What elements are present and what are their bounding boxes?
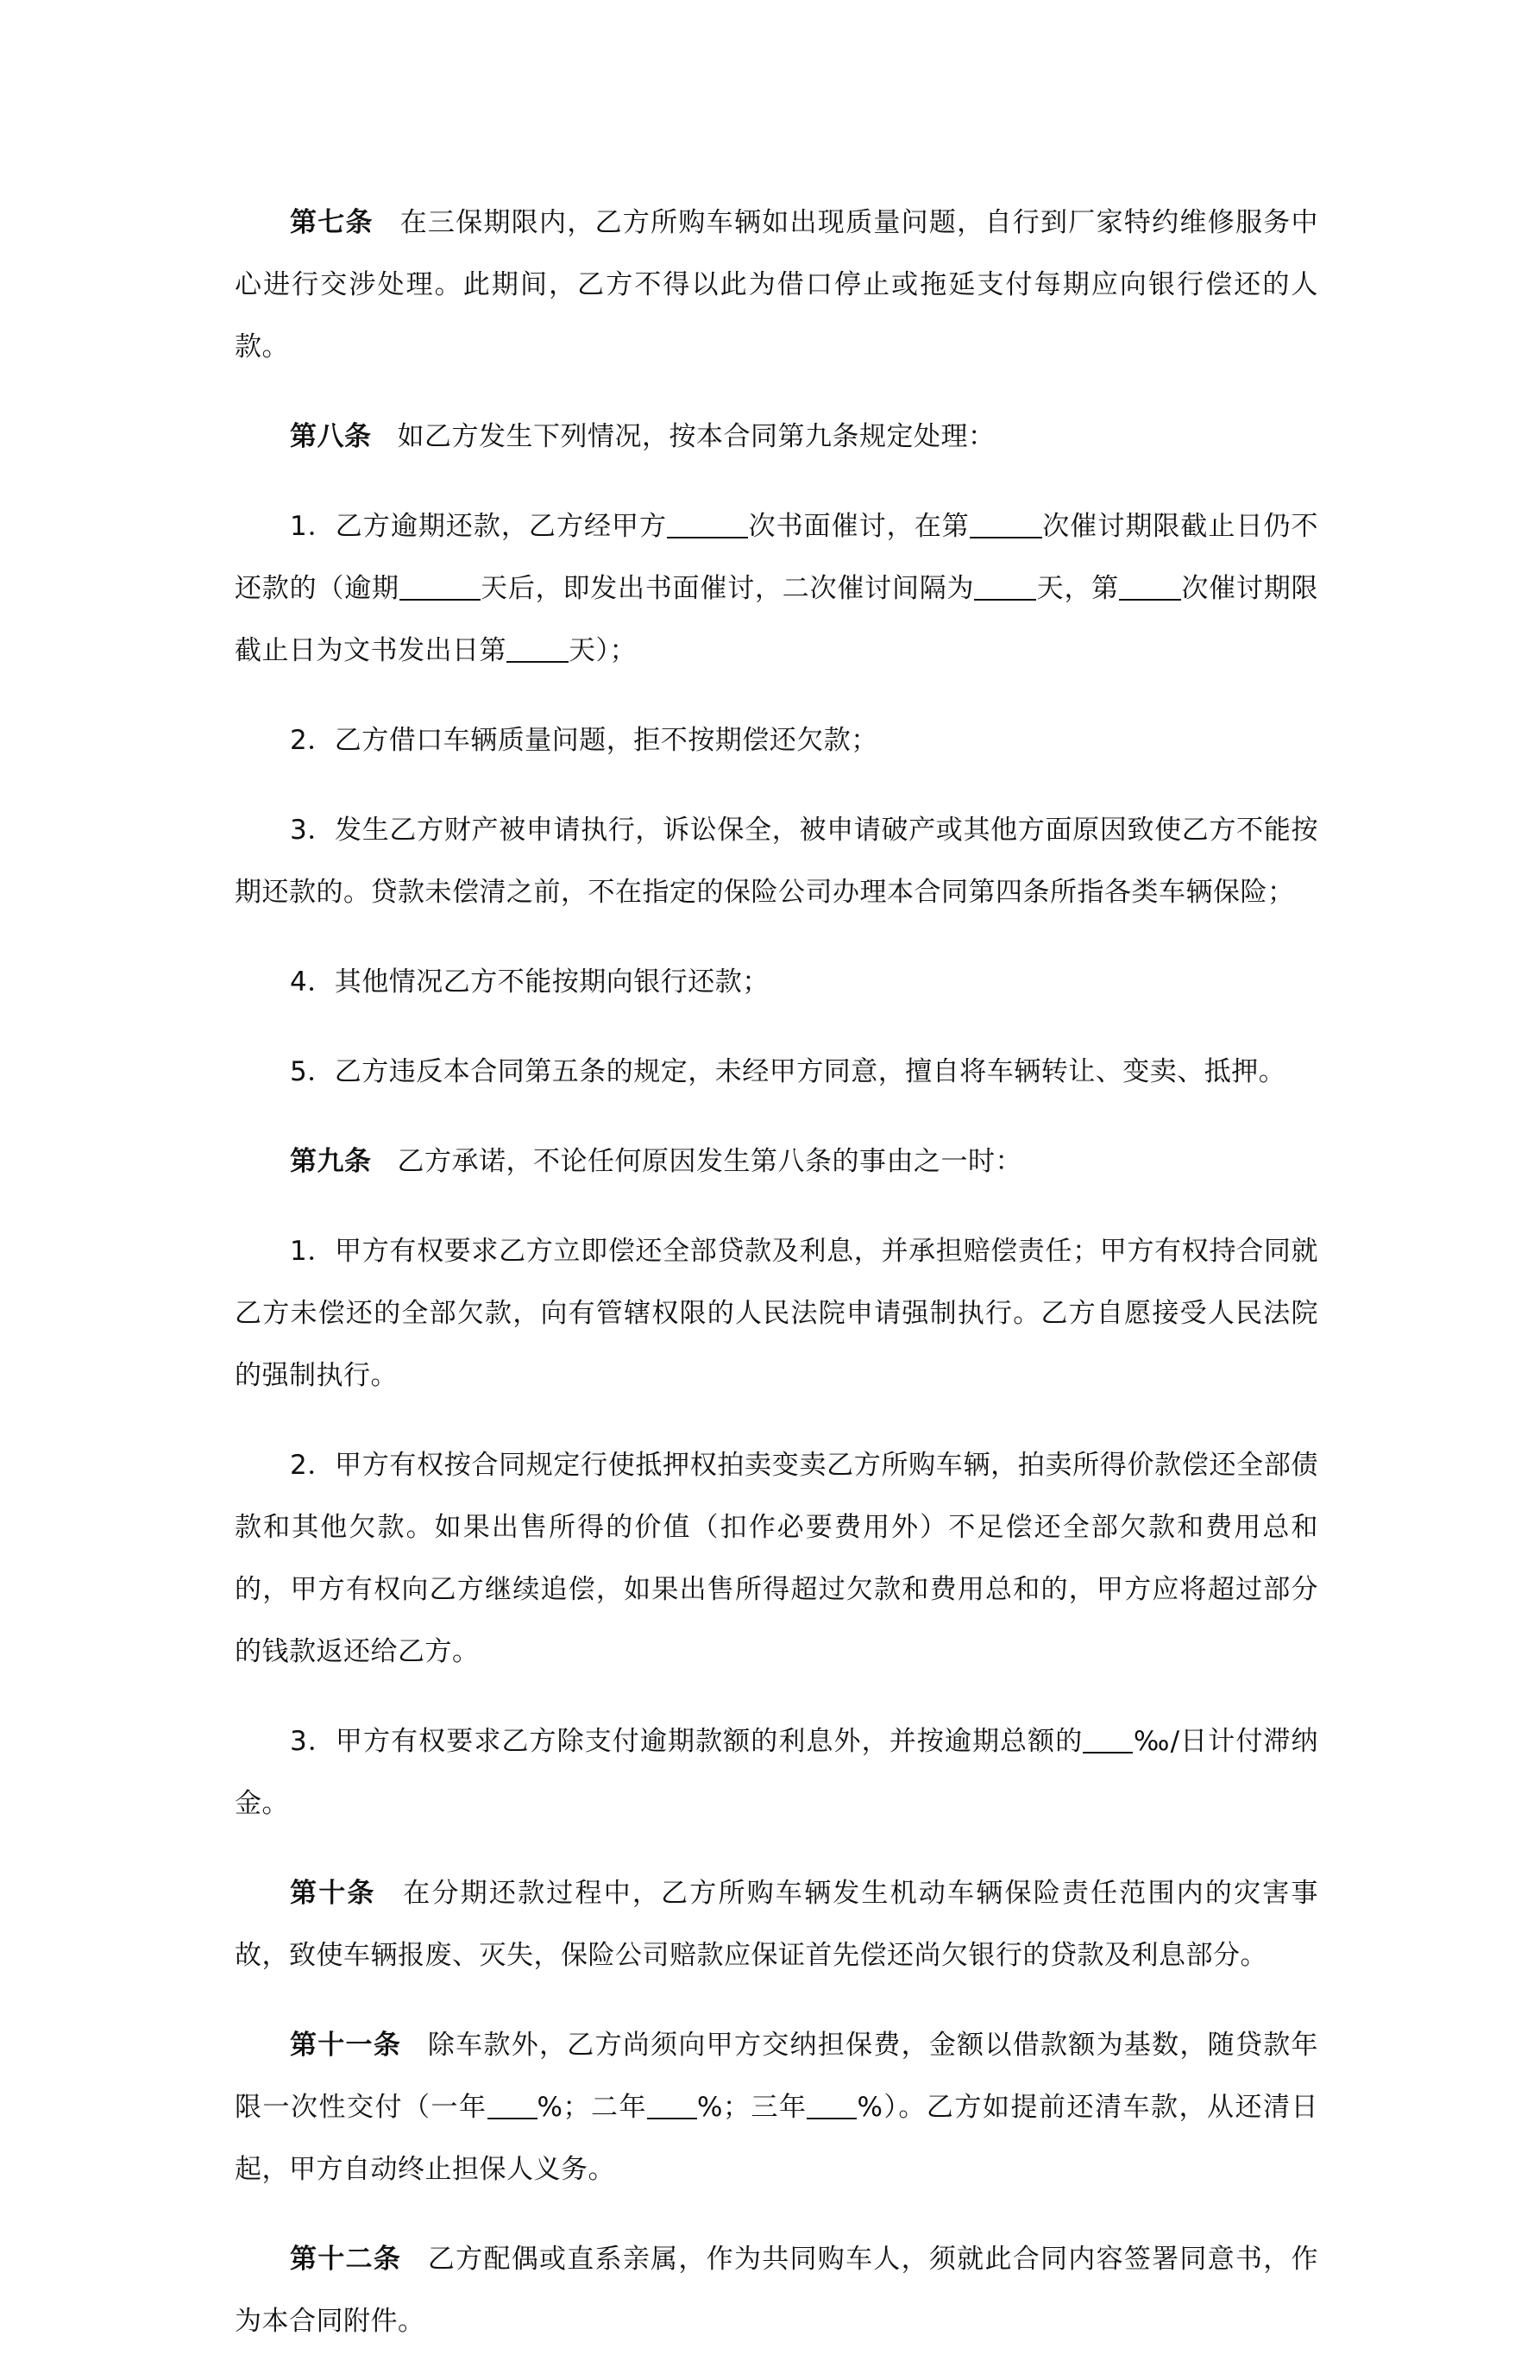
article-11 (235, 2014, 1318, 2201)
blank-line (506, 634, 569, 663)
article-7-label: 第七条 (290, 207, 374, 238)
article-11-text: %）。乙方如提前还清车款，从还清日起，甲方自动终止担保人义务。 (235, 2092, 1318, 2185)
item-text: 次催讨期限截止日为文书发出日第 (235, 573, 1319, 666)
item-text: 天，第 (1036, 573, 1120, 604)
item-text: 次书面催讨，在第 (748, 511, 970, 542)
blank-line (974, 572, 1036, 601)
article-8-item-4: 4．其他情况乙方不能按期向银行还款； (290, 966, 770, 998)
blank-line (1119, 572, 1181, 601)
article-8 (235, 406, 1318, 468)
article-12 (235, 2228, 1318, 2352)
article-11-text: %；三年 (697, 2092, 808, 2123)
item-text: 次催讨期限截止日仍不还款的（逾期 (235, 511, 1318, 604)
article-8-item-5: 5．乙方违反本合同第五条的规定，未经甲方同意，擅自将车辆转让、变卖、抵押。 (290, 1056, 1286, 1087)
blank-line (667, 510, 748, 538)
blank-line (647, 2091, 697, 2119)
article-11-text: 除车款外，乙方尚须向甲方交纳担保费，金额以借款额为基数，随贷款年限一次性交付（一年 (235, 2030, 1319, 2123)
blank-line (399, 572, 481, 601)
blank-line (970, 510, 1042, 538)
blank-line (487, 2091, 537, 2119)
item-text: 3．甲方有权要求乙方除支付逾期款额的利息外，并按逾期总额的 (290, 1726, 1084, 1757)
article-11-label: 第十一条 (290, 2030, 402, 2061)
article-8-intro: 如乙方发生下列情况，按本合同第九条规定处理： (397, 421, 996, 452)
article-8-item-1 (235, 495, 1318, 682)
article-9 (235, 1130, 1318, 1193)
article-9-item-2: 2．甲方有权按合同规定行使抵押权拍卖变卖乙方所购车辆，拍卖所得价款偿还全部债款和其他欠款。如果出售所得的价值（扣作必要费用外）不足偿还全部欠款和费用总和的，甲方有权向乙方继续追偿，如果出售所得超过欠款和费用总和的，甲方应将超过部分的钱款返还给乙方。 (235, 1450, 1318, 1667)
article-7 (235, 192, 1318, 378)
article-10 (235, 1862, 1318, 1986)
item-text: 天后，即发出书面催讨，二次催讨间隔为 (480, 573, 975, 604)
blank-line (807, 2091, 857, 2119)
article-12-text: 乙方配偶或直系亲属，作为共同购车人，须就此合同内容签署同意书，作为本合同附件。 (235, 2244, 1319, 2337)
article-9-intro: 乙方承诺，不论任何原因发生第八条的事由之一时： (397, 1146, 1022, 1177)
article-8-label: 第八条 (290, 421, 372, 452)
blank-line (1083, 1725, 1133, 1754)
item-text: ‰/日计付滞纳金。 (235, 1726, 1318, 1819)
article-10-label: 第十条 (290, 1878, 376, 1909)
article-10-text: 在分期还款过程中，乙方所购车辆发生机动车辆保险责任范围内的灾害事故，致使车辆报废、灭失，保险公司赔款应保证首先偿还尚欠银行的贷款及利息部分。 (235, 1878, 1319, 1971)
article-11-text: %；二年 (537, 2092, 647, 2123)
article-9-item-1: 1．甲方有权要求乙方立即偿还全部贷款及利息，并承担赔偿责任；甲方有权持合同就乙方未偿还的全部欠款，向有管辖权限的人民法院申请强制执行。乙方自愿接受人民法院的强制执行。 (235, 1236, 1318, 1391)
item-text: 1．乙方逾期还款，乙方经甲方 (290, 511, 668, 542)
article-7-text: 在三保期限内，乙方所购车辆如出现质量问题，自行到厂家特约维修服务中心进行交涉处理。此期间，乙方不得以此为借口停止或拖延支付每期应向银行偿还的人款。 (235, 207, 1319, 362)
article-8-item-2: 2．乙方借口车辆质量问题，拒不按期偿还欠款； (290, 725, 878, 756)
item-text: 天）； (569, 635, 637, 666)
contract-page (235, 192, 1318, 2380)
article-12-label: 第十二条 (290, 2244, 402, 2275)
article-9-item-3 (235, 1710, 1318, 1835)
article-9-label: 第九条 (290, 1146, 372, 1177)
article-8-item-3: 3．发生乙方财产被申请执行，诉讼保全，被申请破产或其他方面原因致使乙方不能按期还款的。贷款未偿清之前，不在指定的保险公司办理本合同第四条所指各类车辆保险； (235, 815, 1318, 908)
